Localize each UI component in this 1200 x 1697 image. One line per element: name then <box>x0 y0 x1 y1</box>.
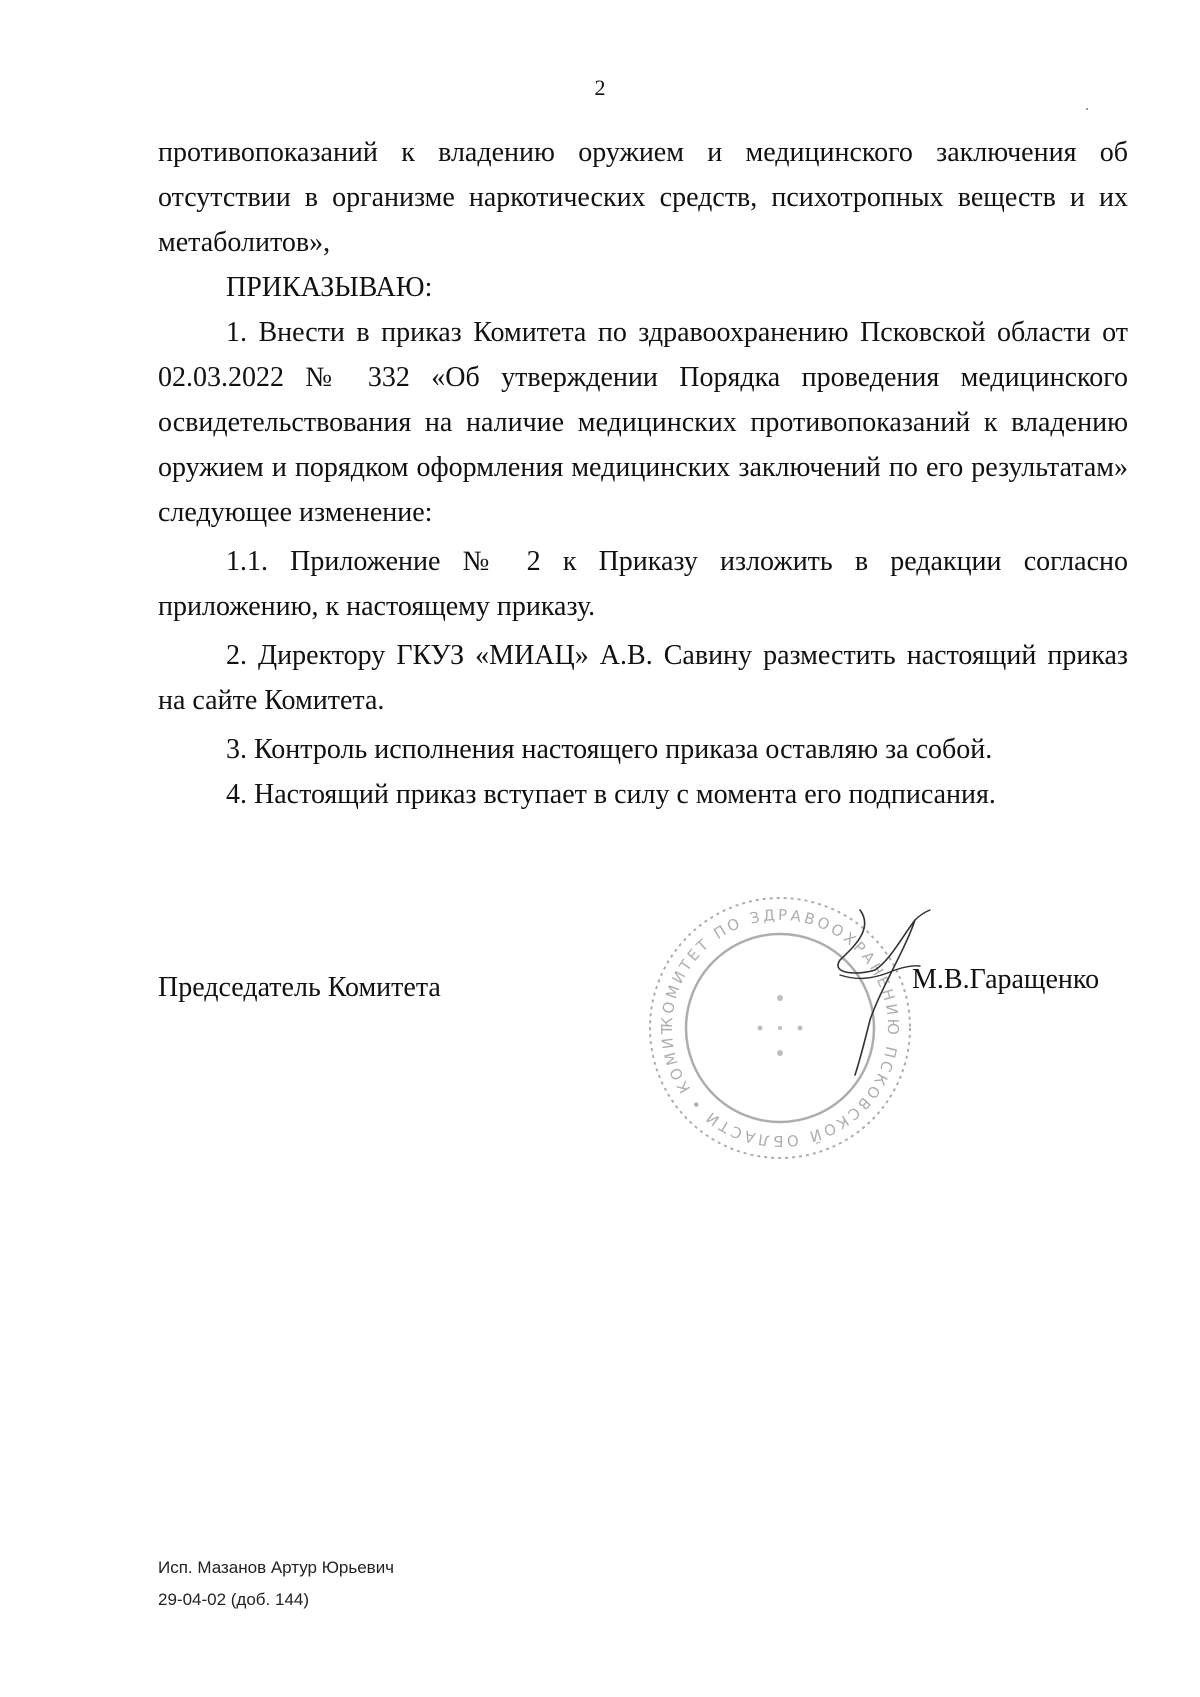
paragraph-item-1: 1. Внести в приказ Комитета по здравоохранению Псковской области от 02.03.2022 № 332 «Об утверждении Порядка проведения медицинского освидетельствования на наличие медицинских противопоказаний к владению оружием и порядком оформления медицинских заключений по его результатам» следующее изменение: <box>158 317 1128 528</box>
executor-footer <box>158 1552 394 1616</box>
page-number: 2 <box>594 75 606 100</box>
paragraph-item-4: 4. Настоящий приказ вступает в силу с момента его подписания. <box>226 779 996 810</box>
signatory-name: М.В.Гаращенко <box>912 964 1100 995</box>
paragraph-continuation: противопоказаний к владению оружием и медицинского заключения об отсутствии в организме наркотических средств, психотропных веществ и их метаболитов», <box>158 137 1128 258</box>
scan-speck <box>1086 108 1088 110</box>
paragraph-item-1-1: 1.1. Приложение № 2 к Приказу изложить в редакции согласно приложению, к настоящему приказу. <box>158 546 1128 622</box>
signatory-position: Председатель Комитета <box>158 972 441 1003</box>
executor-phone: 29-04-02 (доб. 144) <box>158 1590 310 1609</box>
document-body <box>158 130 1128 817</box>
paragraph-order-heading: ПРИКАЗЫВАЮ: <box>226 272 433 303</box>
seal-ring-text: КОМИТЕТ ПО ЗДРАВООХРАНЕНИЮ ПСКОВСКОЙ ОБЛАСТИ • КОМИТ <box>657 905 903 1151</box>
paragraph-item-3: 3. Контроль исполнения настоящего приказа оставляю за собой. <box>226 734 993 765</box>
executor-name: Исп. Мазанов Артур Юрьевич <box>158 1558 395 1577</box>
paragraph-item-2: 2. Директору ГКУЗ «МИАЦ» А.В. Савину разместить настоящий приказ на сайте Комитета. <box>158 640 1128 716</box>
